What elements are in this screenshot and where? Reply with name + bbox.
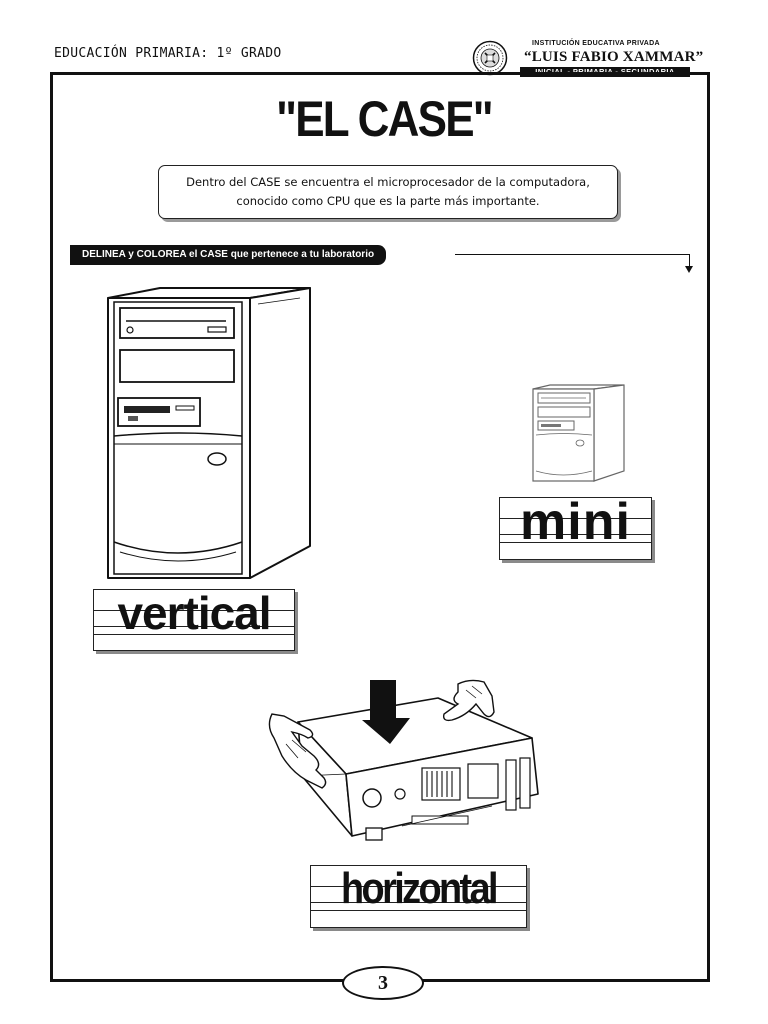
horizontal-case-illustration	[262, 676, 546, 856]
label-vertical-text: vertical	[117, 589, 271, 639]
label-mini-text: mini	[520, 497, 631, 551]
down-arrow-icon	[685, 266, 693, 273]
label-horizontal	[310, 865, 527, 928]
tower-case-illustration	[100, 284, 315, 584]
label-mini	[499, 497, 652, 560]
page-title: "EL CASE"	[276, 91, 492, 147]
label-horizontal-text: horizontal	[341, 865, 496, 913]
institution-levels: INICIAL - PRIMARIA - SECUNDARIA	[520, 67, 690, 77]
label-vertical	[93, 589, 295, 651]
institution-type: INSTITUCIÓN EDUCATIVA PRIVADA	[532, 40, 660, 47]
header-grade: EDUCACIÓN PRIMARIA: 1º GRADO	[54, 46, 282, 61]
info-text: Dentro del CASE se encuentra el microprocesador de la computadora, conocido como CPU que es la parte más importante.	[186, 175, 590, 208]
instruction-banner: DELINEA y COLOREA el CASE que pertenece a tu laboratorio	[70, 245, 386, 265]
school-seal-icon	[472, 40, 508, 76]
page-number: 3	[342, 966, 424, 1000]
instruction-connector	[455, 254, 689, 255]
institution-name: “LUIS FABIO XAMMAR”	[524, 49, 704, 65]
info-box	[158, 165, 618, 219]
mini-case-illustration	[528, 383, 628, 485]
